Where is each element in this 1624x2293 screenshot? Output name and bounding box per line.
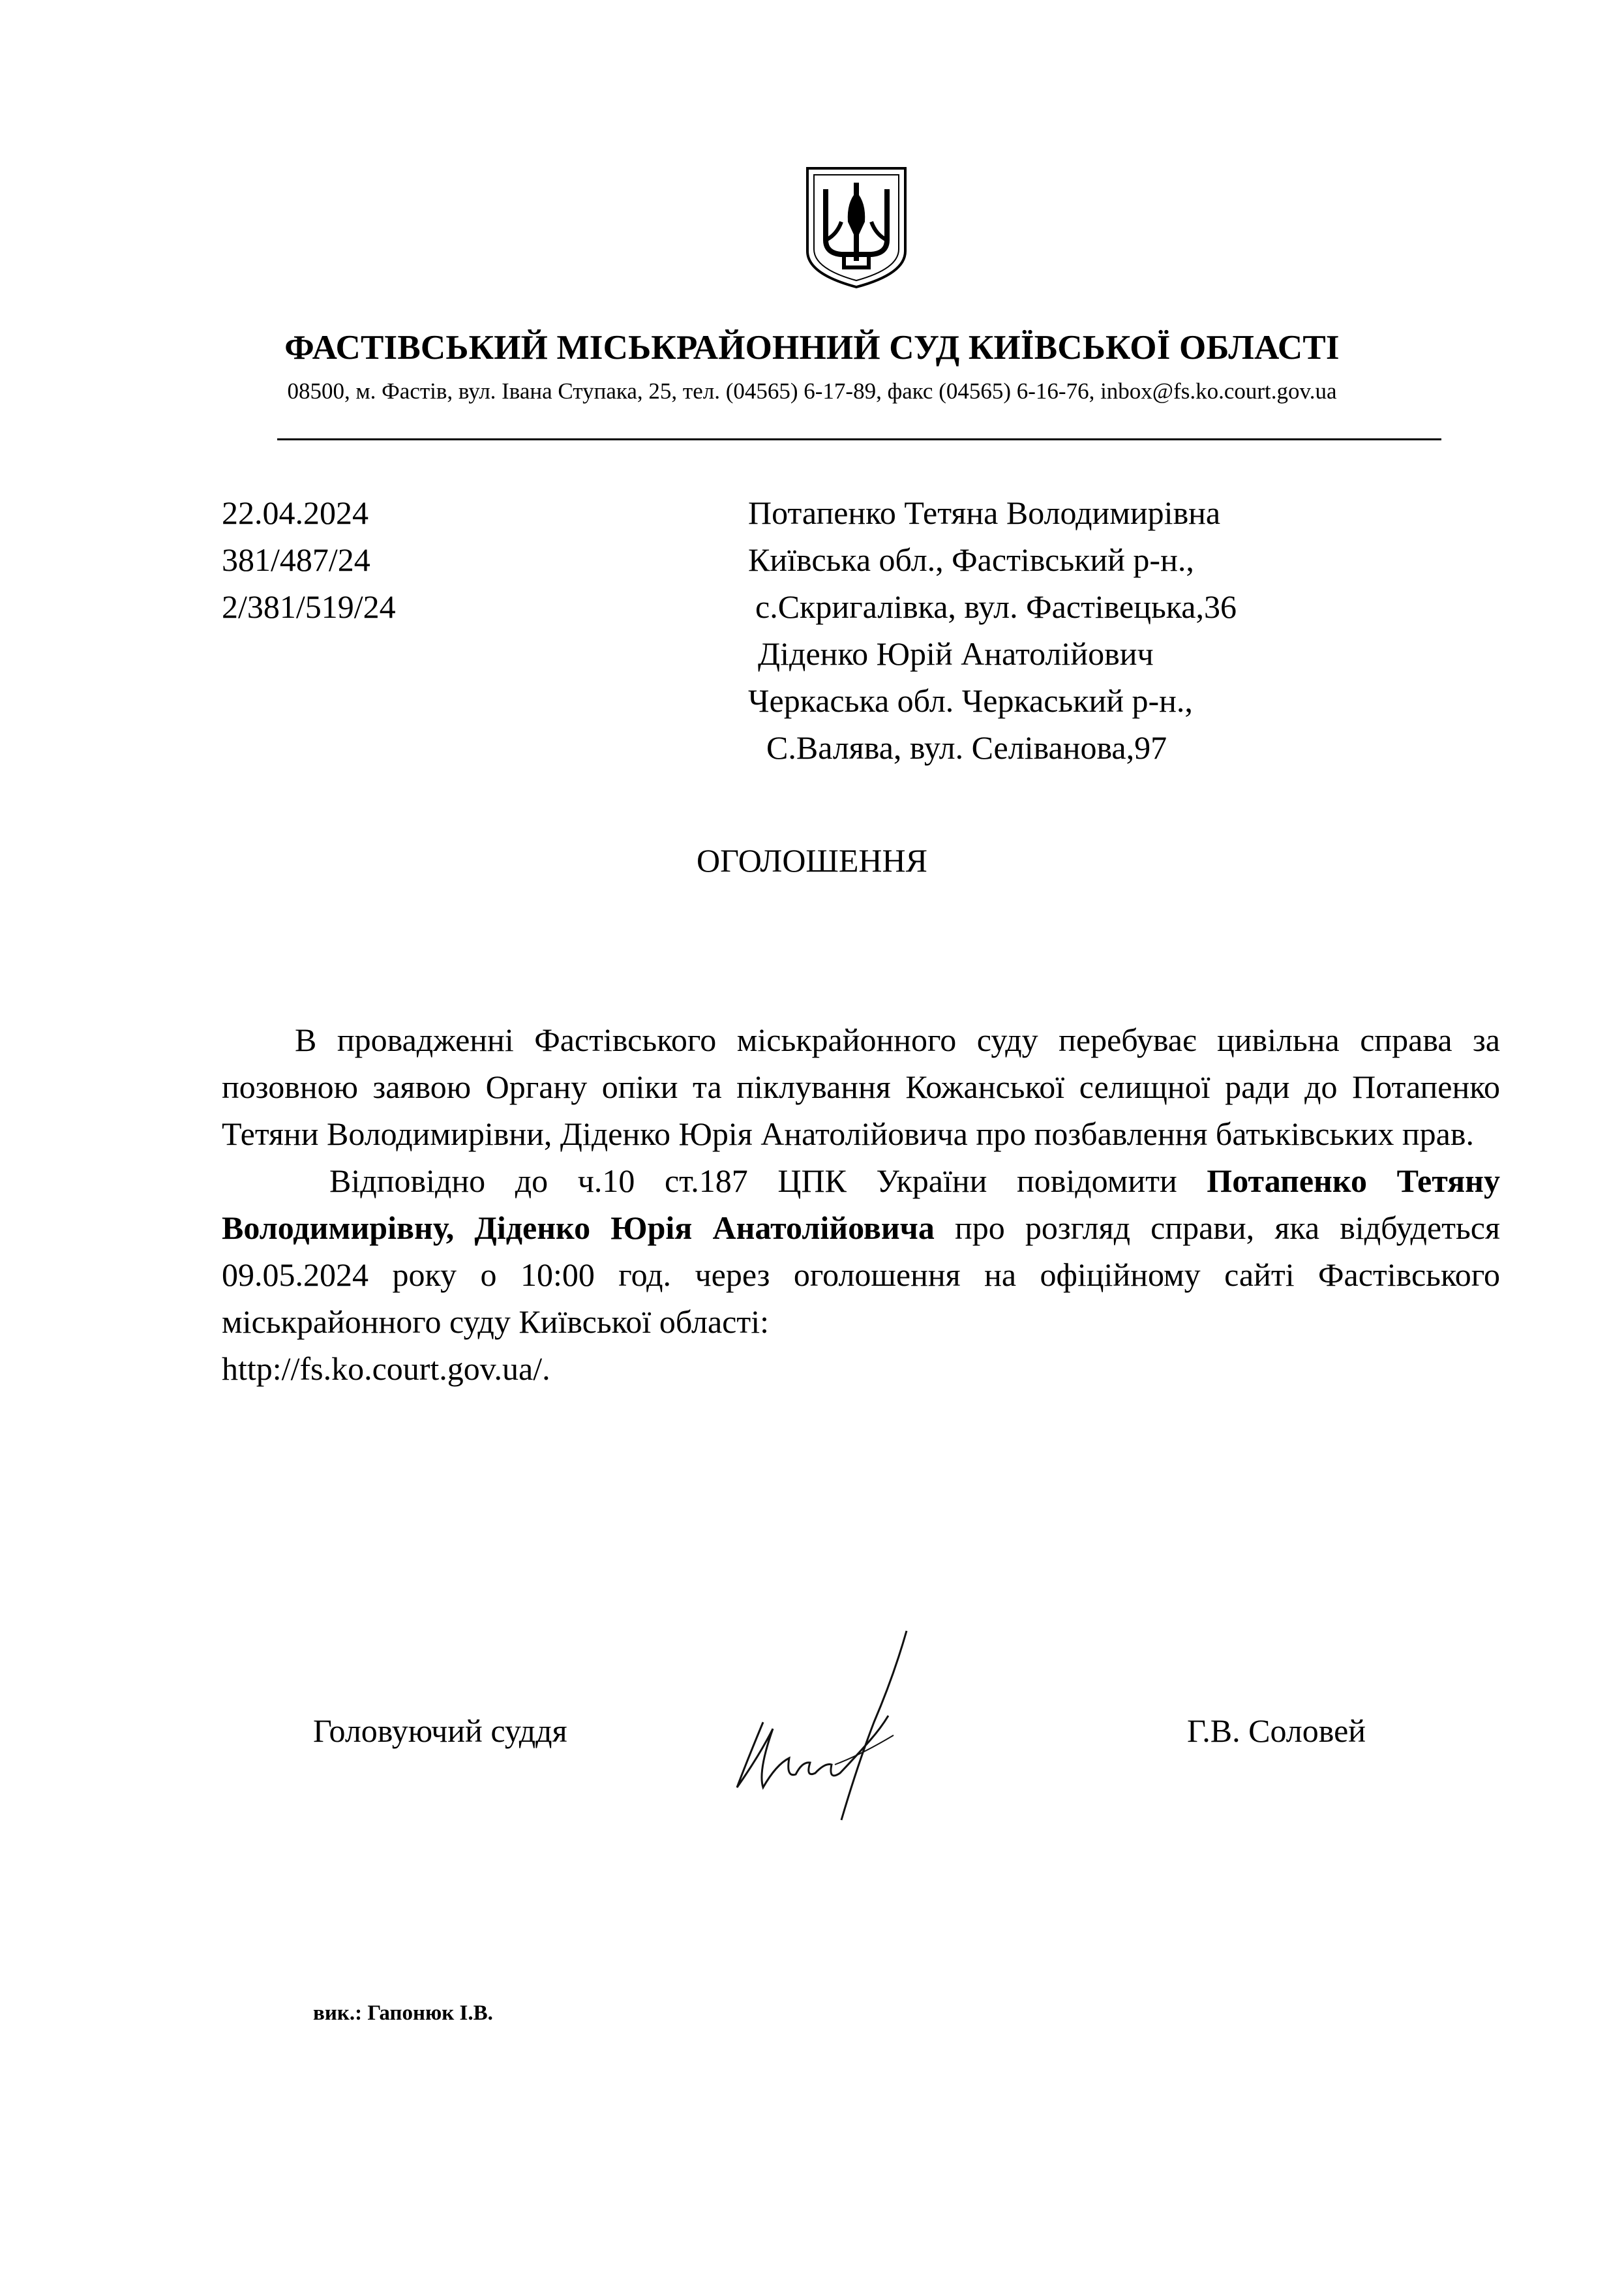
signature-label: Головуючий суддя: [313, 1712, 567, 1749]
addressee-line: Потапенко Тетяна Володимирівна: [748, 494, 1221, 531]
case-number: 2/381/519/24: [222, 588, 396, 625]
document-meta: [222, 489, 396, 630]
header-divider: [277, 438, 1441, 440]
court-address: 08500, м. Фастів, вул. Івана Ступака, 25, тел. (04565) 6-17-89, факс (04565) 6-16-76, inbox@fs.ko.court.gov.ua: [287, 378, 1337, 404]
outgoing-number: 381/487/24: [222, 541, 370, 578]
court-website-link[interactable]: http://fs.ko.court.gov.ua/.: [222, 1350, 550, 1387]
coat-of-arms-icon: [801, 163, 912, 290]
paragraph-1: В провадженні Фастівського міськрайонного суду перебуває цивільна справа за позовною заявою Органу опіки та піклування Кожанської селищної ради до Потапенко Тетяни Володимирівни, Діденко Юрія Анатолійовича про позбавлення батьківських прав.: [222, 1022, 1500, 1152]
paragraph-2-intro: Відповідно до ч.10 ст.187 ЦПК України повідомити: [329, 1162, 1207, 1199]
announcement-body: [222, 1016, 1500, 1392]
addressee-line: Київська обл., Фастівський р-н.,: [748, 541, 1194, 578]
addressee-line: С.Валява, вул. Селіванова,97: [766, 729, 1167, 766]
addressee-line: Черкаська обл. Черкаський р-н.,: [748, 682, 1193, 719]
addressee-line: с.Скригалівка, вул. Фастівецька,36: [755, 588, 1237, 625]
handwritten-signature: [698, 1624, 972, 1840]
executor-note: вик.: Гапонюк І.В.: [313, 2001, 493, 2025]
paragraph-2-names: Потапенко Тетяну Володимирівну, Діденко Юрія Анатолійовича: [222, 1162, 1500, 1246]
document-title: ОГОЛОШЕННЯ: [697, 842, 927, 879]
addressee-line: Діденко Юрій Анатолійович: [758, 635, 1154, 672]
court-name: ФАСТІВСЬКИЙ МІСЬКРАЙОННИЙ СУД КИЇВСЬКОЇ ОБЛАСТІ: [284, 329, 1340, 367]
document-date: 22.04.2024: [222, 494, 368, 531]
paragraph-2-rest: про розгляд справи, яка відбудеться 09.05.2024 року о 10:00 год. через оголошення на офіційному сайті Фастівського міськрайонного суду Київської області:: [222, 1209, 1500, 1340]
paragraph-2: [222, 1157, 1500, 1345]
judge-name: Г.В. Соловей: [1187, 1712, 1366, 1749]
